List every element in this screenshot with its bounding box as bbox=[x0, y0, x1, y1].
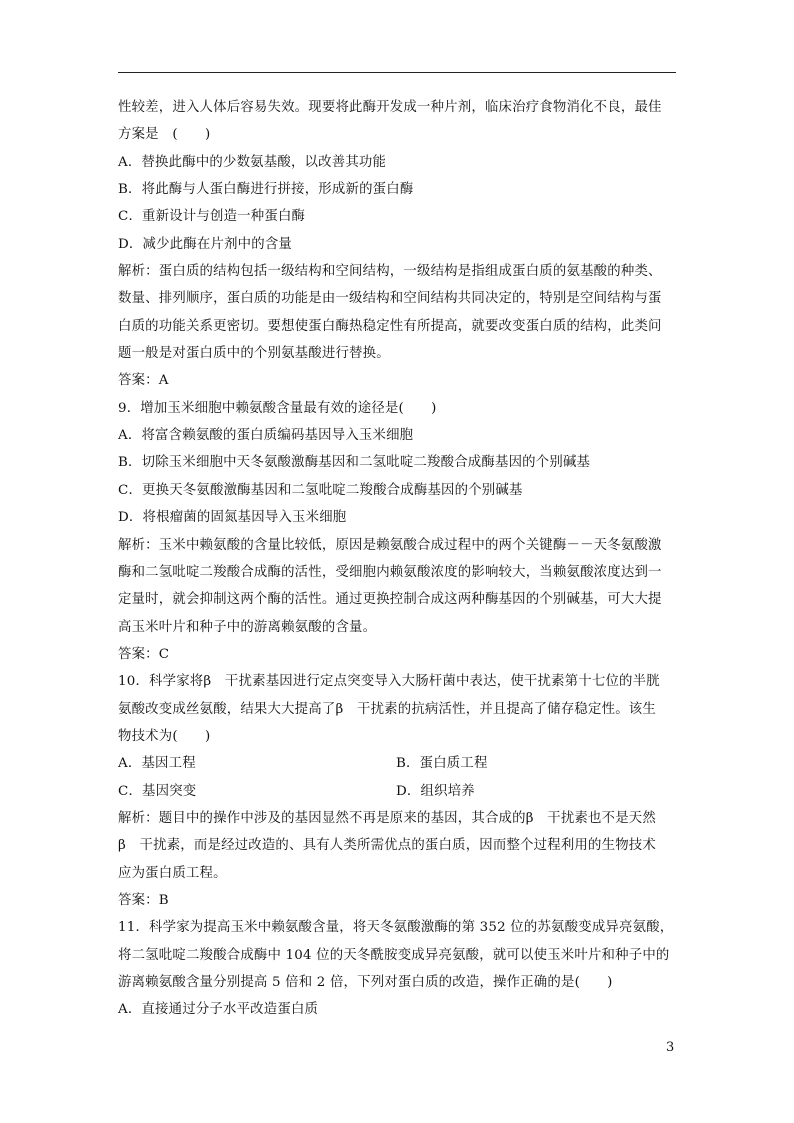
text-line: C．重新设计与创造一种蛋白酶 bbox=[118, 209, 306, 225]
text-line: 氨酸改变成丝氨酸，结果大大提高了β 干扰素的抗病活性，并且提高了储存稳定性。该生 bbox=[118, 701, 656, 717]
page-content bbox=[118, 94, 678, 1024]
text-line: 题一般是对蛋白质中的个别氨基酸进行替换。 bbox=[118, 346, 390, 362]
text-block-b bbox=[118, 805, 678, 1024]
text-line: 方案是 ( ) bbox=[118, 127, 211, 143]
text-line: 11．科学家为提高玉米中赖氨酸含量，将天冬氨酸激酶的第 352 位的苏氨酸变成异亮氨酸， bbox=[118, 920, 674, 936]
text-line: 答案：C bbox=[118, 646, 170, 662]
text-line: 9．增加玉米细胞中赖氨酸含量最有效的途径是( ) bbox=[118, 400, 437, 416]
text-line: C．更换天冬氨酸激酶基因和二氢吡啶二羧酸合成酶基因的个别碱基 bbox=[118, 482, 523, 498]
text-line: 定量时，就会抑制这两个酶的活性。通过更换控制合成这两种酶基因的个别碱基，可大大提 bbox=[118, 592, 662, 608]
text-line: A．将富含赖氨酸的蛋白质编码基因导入玉米细胞 bbox=[118, 428, 414, 444]
text-line: 高玉米叶片和种子中的游离赖氨酸的含量。 bbox=[118, 619, 377, 635]
text-line: 应为蛋白质工程。 bbox=[118, 865, 227, 881]
options-row-1 bbox=[118, 750, 678, 777]
text-line: B．切除玉米细胞中天冬氨酸激酶基因和二氢吡啶二羧酸合成酶基因的个别碱基 bbox=[118, 455, 591, 471]
text-line: 白质的功能关系更密切。要想使蛋白酶热稳定性有所提高，就要改变蛋白质的结构，此类问 bbox=[118, 318, 662, 334]
options-row-2 bbox=[118, 778, 678, 805]
text-line: 答案：A bbox=[118, 373, 169, 389]
text-line: 答案：B bbox=[118, 892, 169, 908]
text-line: 性较差，进入人体后容易失效。现要将此酶开发成一种片剂，临床治疗食物消化不良，最佳 bbox=[118, 100, 662, 115]
text-line: D．减少此酶在片剂中的含量 bbox=[118, 236, 293, 252]
text-line: 物技术为( ) bbox=[118, 728, 211, 744]
text-line: 数量、排列顺序，蛋白质的功能是由一级结构和空间结构共同决定的，特别是空间结构与蛋 bbox=[118, 291, 662, 307]
text-line: A．直接通过分子水平改造蛋白质 bbox=[118, 1002, 319, 1018]
header-rule bbox=[118, 72, 676, 73]
text-block-a bbox=[118, 94, 678, 750]
option-a: A．基因工程 bbox=[118, 756, 196, 772]
text-line: 将二氢吡啶二羧酸合成酶中 104 位的天冬酰胺变成异亮氨酸，就可以使玉米叶片和种子中的 bbox=[118, 947, 670, 963]
page-number: 3 bbox=[666, 1040, 675, 1055]
option-c: C．基因突变 bbox=[118, 783, 197, 799]
option-d: D．组织培养 bbox=[396, 783, 475, 799]
text-line: D．将根瘤菌的固氮基因导入玉米细胞 bbox=[118, 510, 347, 526]
text-line: 10．科学家将β 干扰素基因进行定点突变导入大肠杆菌中表达，使干扰素第十七位的半胱 bbox=[118, 674, 660, 690]
text-line: 解析：蛋白质的结构包括一级结构和空间结构，一级结构是指组成蛋白质的氨基酸的种类、 bbox=[118, 264, 662, 280]
text-line: 酶和二氢吡啶二羧酸合成酶的活性，受细胞内赖氨酸浓度的影响较大，当赖氨酸浓度达到一 bbox=[118, 564, 662, 580]
text-line: A．替换此酶中的少数氨基酸，以改善其功能 bbox=[118, 154, 387, 170]
text-line: B．将此酶与人蛋白酶进行拼接，形成新的蛋白酶 bbox=[118, 182, 414, 198]
text-line: 游离赖氨酸含量分别提高 5 倍和 2 倍，下列对蛋白质的改造，操作正确的是( ) bbox=[118, 975, 613, 990]
option-b: B．蛋白质工程 bbox=[396, 756, 488, 772]
text-line: 解析：玉米中赖氨酸的含量比较低，原因是赖氨酸合成过程中的两个关键酶－－天冬氨酸激 bbox=[118, 537, 662, 553]
text-line: 解析：题目中的操作中涉及的基因显然不再是原来的基因，其合成的β 干扰素也不是天然 bbox=[118, 810, 656, 826]
text-line: β 干扰素，而是经过改造的、具有人类所需优点的蛋白质，因而整个过程利用的生物技术 bbox=[118, 838, 656, 854]
